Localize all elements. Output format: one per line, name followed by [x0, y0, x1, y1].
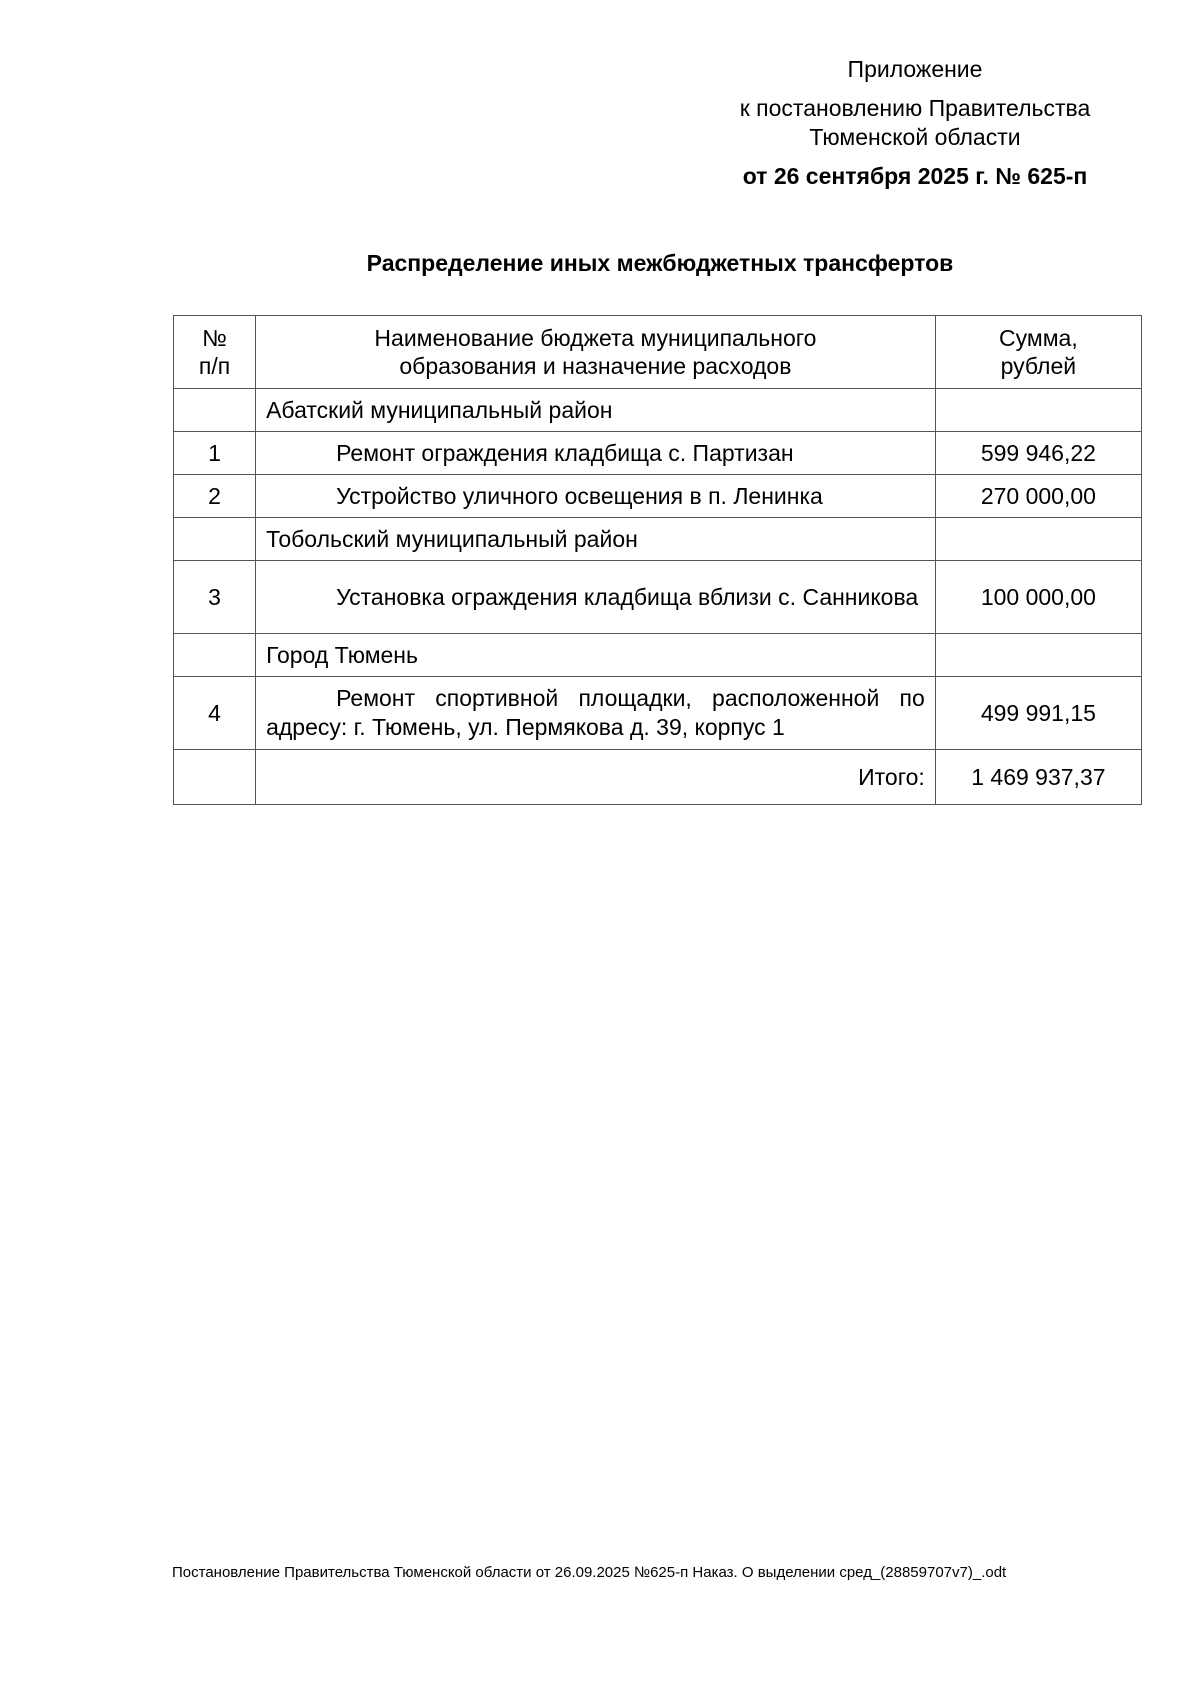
group-row — [174, 518, 1142, 561]
group-sum-cell — [935, 634, 1141, 677]
group-name: Город Тюмень — [256, 634, 936, 677]
group-sum-cell — [935, 389, 1141, 432]
to-decree-line-1: к постановлению Правительства — [739, 95, 1091, 121]
table-row — [174, 561, 1142, 634]
header-sum-line-1: Сумма, — [999, 325, 1078, 351]
row-description: Устройство уличного освещения в п. Ленинка — [256, 475, 936, 518]
document-footer: Постановление Правительства Тюменской области от 26.09.2025 №625-п Наказ. О выделении сред_(28859707v7)_.odt — [172, 1564, 1007, 1581]
row-sum: 100 000,00 — [935, 561, 1141, 634]
row-sum: 599 946,22 — [935, 432, 1141, 475]
group-number-cell — [174, 518, 256, 561]
appendix-header — [700, 55, 1130, 191]
document-title: Распределение иных межбюджетных трансфертов — [366, 250, 954, 276]
header-sum — [935, 316, 1141, 389]
row-sum: 270 000,00 — [935, 475, 1141, 518]
total-sum: 1 469 937,37 — [935, 750, 1141, 805]
row-description: Ремонт спортивной площадки, расположенной по адресу: г. Тюмень, ул. Пермякова д. 39, корпус 1 — [256, 677, 936, 750]
row-number: 3 — [174, 561, 256, 634]
table-row — [174, 432, 1142, 475]
row-description: Ремонт ограждения кладбища с. Партизан — [256, 432, 936, 475]
row-description: Установка ограждения кладбища вблизи с. Санникова — [256, 561, 936, 634]
group-number-cell — [174, 634, 256, 677]
row-number: 1 — [174, 432, 256, 475]
total-number-cell — [174, 750, 256, 805]
header-name-line-2: образования и назначение расходов — [399, 353, 792, 379]
header-sum-line-2: рублей — [1000, 353, 1077, 379]
total-label: Итого: — [256, 750, 936, 805]
transfers-table — [173, 315, 1142, 805]
table-row — [174, 677, 1142, 750]
group-number-cell — [174, 389, 256, 432]
group-row — [174, 634, 1142, 677]
header-number-line-1: № — [202, 325, 227, 351]
table-header-row — [174, 316, 1142, 389]
appendix-label: Приложение — [847, 56, 983, 82]
header-name-line-1: Наименование бюджета муниципального — [374, 325, 817, 351]
group-row — [174, 389, 1142, 432]
header-number-line-2: п/п — [198, 353, 231, 379]
group-sum-cell — [935, 518, 1141, 561]
total-row — [174, 750, 1142, 805]
header-number — [174, 316, 256, 389]
table-row — [174, 475, 1142, 518]
row-number: 2 — [174, 475, 256, 518]
row-sum: 499 991,15 — [935, 677, 1141, 750]
header-name — [256, 316, 936, 389]
group-name: Абатский муниципальный район — [256, 389, 936, 432]
group-name: Тобольский муниципальный район — [256, 518, 936, 561]
row-number: 4 — [174, 677, 256, 750]
to-decree-line-2: Тюменской области — [809, 124, 1021, 150]
decree-reference: от 26 сентября 2025 г. № 625-п — [742, 163, 1088, 189]
